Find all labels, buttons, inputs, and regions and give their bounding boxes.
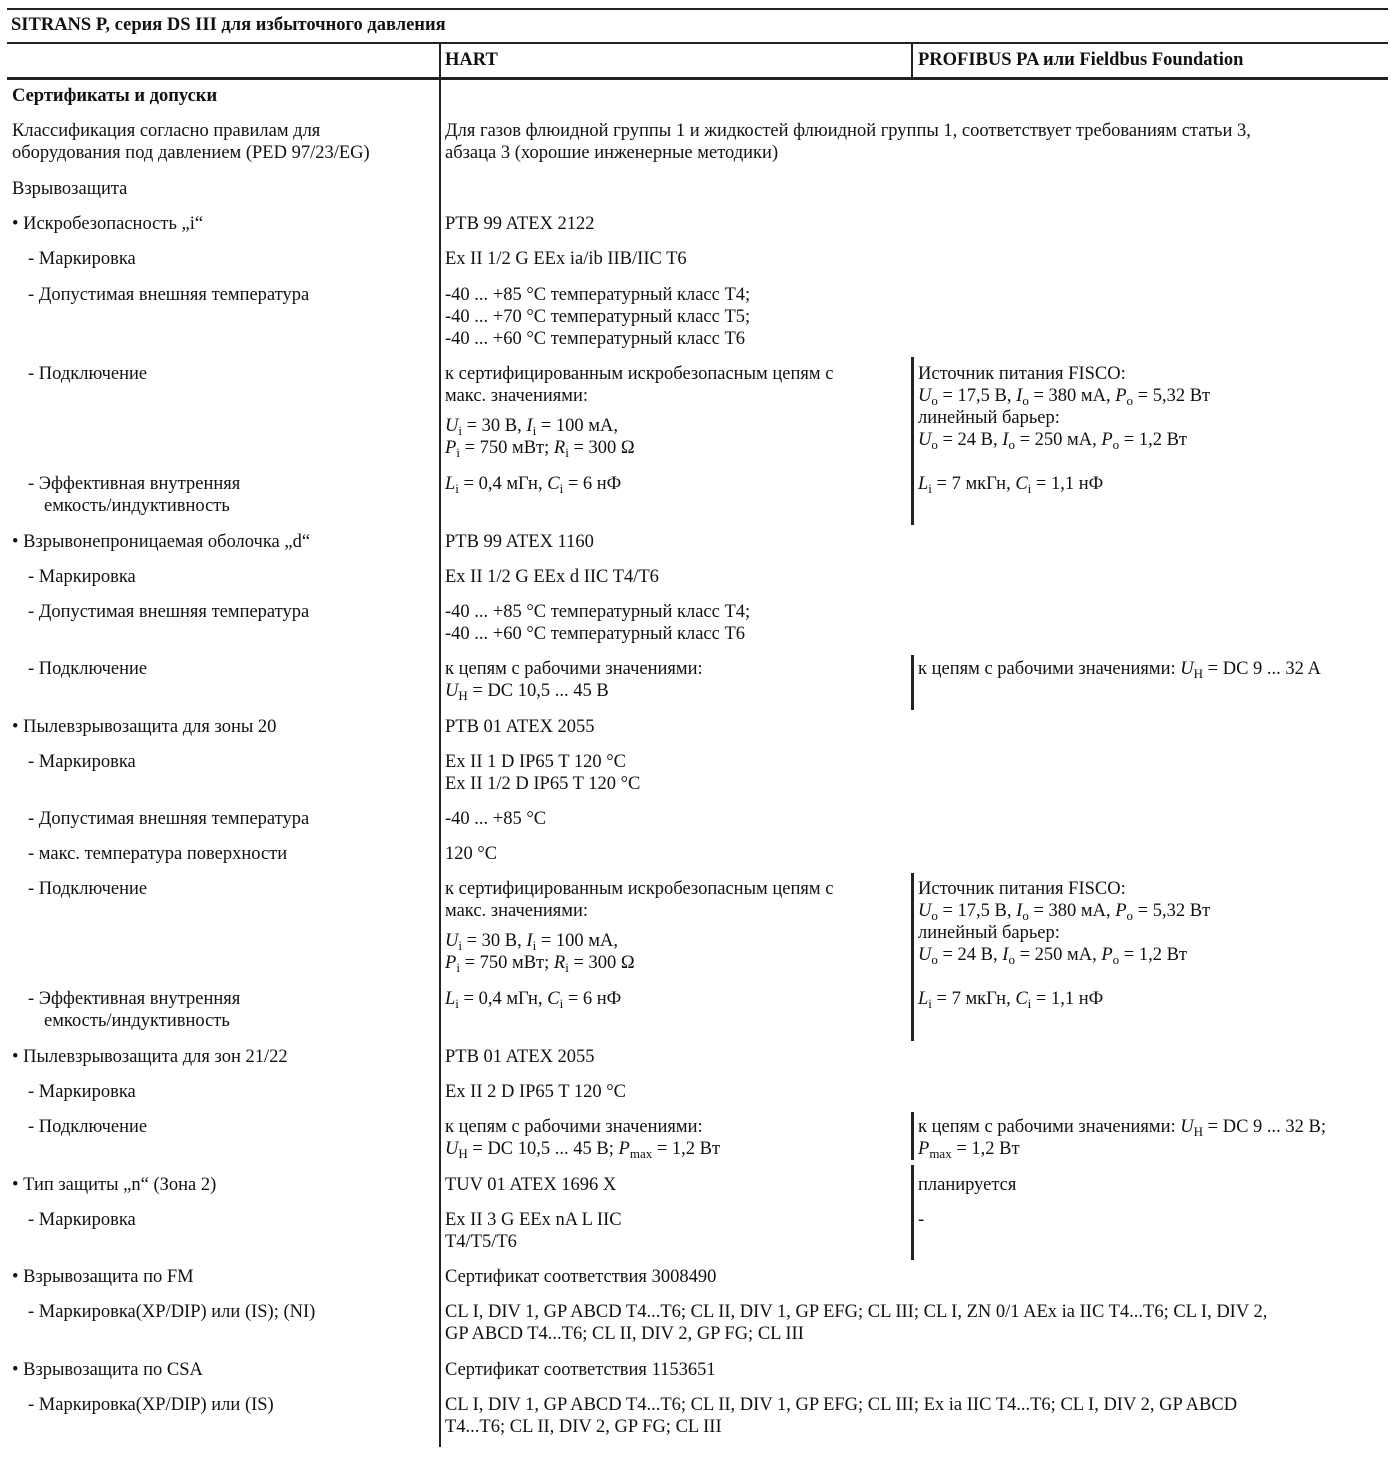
hart-value: макс. значениями:	[445, 386, 589, 406]
hart-value: -40 ... +85 °C	[445, 809, 547, 829]
column-divider-right	[911, 655, 914, 710]
profibus-value: к цепям с рабочими значениями: $U_H$ = DC 9 ... 32 В;	[918, 1117, 1327, 1139]
column-divider-right	[911, 357, 914, 525]
hart-value: Ex II 1/2 G EEx ia/ib IIB/IIC T6	[445, 249, 687, 269]
hart-value: Ex II 3 G EEx nA L IIC	[445, 1210, 622, 1230]
hart-value: PTB 99 ATEX 1160	[445, 532, 594, 552]
hart-value: $P_i = 750$ мВт; $R_i = 300$ Ω	[445, 438, 635, 460]
page-title: SITRANS P, серия DS III для избыточного давления	[11, 15, 446, 35]
profibus-value: линейный барьер:	[918, 923, 1060, 943]
row-label: - Маркировка	[28, 752, 136, 772]
hart-value: PTB 01 ATEX 2055	[445, 1047, 595, 1067]
profibus-value: $L_i = 7$ мкГн, $C_i = 1,1$ нФ	[918, 474, 1104, 496]
title-rule	[7, 42, 1388, 44]
hart-value: -40 ... +60 °C температурный класс T6	[445, 329, 746, 349]
row-label: • Пылевзрывозащита для зон 21/22	[12, 1047, 288, 1067]
hart-value: 120 °C	[445, 844, 498, 864]
profibus-value: $P_{max} = 1,2$ Вт	[918, 1139, 1020, 1161]
hart-value: TUV 01 ATEX 1696 X	[445, 1175, 617, 1195]
hart-value: PTB 99 ATEX 2122	[445, 214, 595, 234]
hart-value: $U_H$ = DC 10,5 ... 45 В; $P_{max} = 1,2$ Вт	[445, 1139, 721, 1161]
row-label: • Пылевзрывозащита для зоны 20	[12, 717, 277, 737]
row-label: Сертификаты и допуски	[12, 86, 218, 106]
profibus-value: Источник питания FISCO:	[918, 364, 1126, 384]
row-label: Классификация согласно правилам для	[12, 121, 321, 141]
profibus-value: -	[918, 1210, 925, 1230]
profibus-value: $U_o = 24$ В, $I_o = 250$ мА, $P_o = 1,2$ Вт	[918, 430, 1188, 452]
column-divider-right	[911, 1112, 914, 1160]
row-label: - Маркировка	[28, 1082, 136, 1102]
hart-value: к сертифицированным искробезопасным цепям с	[445, 879, 834, 899]
row-label: • Искробезопасность „i“	[12, 214, 204, 234]
row-label: емкость/индуктивность	[44, 1011, 230, 1031]
hart-value: Ex II 1/2 G EEx d IIC T4/T6	[445, 567, 659, 587]
column-divider-right	[911, 873, 914, 1041]
hart-value: T4...T6; CL II, DIV 2, GP FG; CL III	[445, 1417, 722, 1437]
hart-value: $U_i = 30$ В, $I_i = 100$ мА,	[445, 416, 618, 438]
row-label: - Маркировка(XP/DIP) или (IS); (NI)	[28, 1302, 316, 1322]
hart-value: к сертифицированным искробезопасным цепям с	[445, 364, 834, 384]
row-label: - Маркировка	[28, 567, 136, 587]
row-label: • Взрывонепроницаемая оболочка „d“	[12, 532, 311, 552]
row-label: емкость/индуктивность	[44, 496, 230, 516]
row-label: - Допустимая внешняя температура	[28, 809, 310, 829]
row-label: Взрывозащита	[12, 179, 128, 199]
row-label: - Допустимая внешняя температура	[28, 285, 310, 305]
row-label: - Маркировка	[28, 1210, 136, 1230]
hart-value: -40 ... +85 °C температурный класс T4;	[445, 602, 751, 622]
hart-value: Ex II 1/2 D IP65 T 120 °C	[445, 774, 641, 794]
profibus-value: линейный барьер:	[918, 408, 1060, 428]
row-label: оборудования под давлением (PED 97/23/EG)	[12, 143, 370, 163]
hart-value: к цепям с рабочими значениями:	[445, 659, 703, 679]
hart-value: Ex II 2 D IP65 T 120 °C	[445, 1082, 626, 1102]
hart-value: CL I, DIV 1, GP ABCD T4...T6; CL II, DIV 1, GP EFG; CL III; Ex ia IIC T4...T6; CL I, DIV 2, GP ABCD	[445, 1395, 1238, 1415]
row-label: - Эффективная внутренняя	[28, 474, 241, 494]
hart-value: $U_i = 30$ В, $I_i = 100$ мА,	[445, 931, 618, 953]
row-label: - Подключение	[28, 1117, 148, 1137]
profibus-value: $U_o = 24$ В, $I_o = 250$ мА, $P_o = 1,2$ Вт	[918, 945, 1188, 967]
column-header-profibus: PROFIBUS PA или Fieldbus Foundation	[918, 50, 1244, 70]
hart-value: $L_i = 0,4$ мГн, $C_i = 6$ нФ	[445, 474, 622, 496]
hart-value: CL I, DIV 1, GP ABCD T4...T6; CL II, DIV 1, GP EFG; CL III; CL I, ZN 0/1 AEx ia IIC T4...T6; CL I, DIV 2,	[445, 1302, 1268, 1322]
row-label: - Подключение	[28, 364, 148, 384]
hart-value: -40 ... +60 °C температурный класс T6	[445, 624, 746, 644]
profibus-value: Источник питания FISCO:	[918, 879, 1126, 899]
profibus-value: $U_o = 17,5$ В, $I_o = 380$ мА, $P_o = 5,32$ Вт	[918, 386, 1211, 408]
row-label: • Взрывозащита по FM	[12, 1267, 194, 1287]
row-label: - Эффективная внутренняя	[28, 989, 241, 1009]
hart-value: GP ABCD T4...T6; CL II, DIV 2, GP FG; CL III	[445, 1324, 804, 1344]
column-divider-left	[439, 42, 441, 1447]
column-divider-right	[911, 1165, 914, 1260]
hart-value: $U_H$ = DC 10,5 ... 45 В	[445, 681, 609, 703]
hart-value: макс. значениями:	[445, 901, 589, 921]
column-header-hart: HART	[445, 50, 498, 70]
row-label: - Допустимая внешняя температура	[28, 602, 310, 622]
hart-value: T4/T5/T6	[445, 1232, 517, 1252]
header-rule	[7, 77, 1388, 80]
row-label: - Маркировка	[28, 249, 136, 269]
profibus-value: $L_i = 7$ мкГн, $C_i = 1,1$ нФ	[918, 989, 1104, 1011]
row-label: • Тип защиты „n“ (Зона 2)	[12, 1175, 217, 1195]
profibus-value: к цепям с рабочими значениями: $U_H$ = DC 9 ... 32 A	[918, 659, 1321, 681]
hart-value: $P_i = 750$ мВт; $R_i = 300$ Ω	[445, 953, 635, 975]
hart-value: -40 ... +85 °C температурный класс T4;	[445, 285, 751, 305]
hart-value: Для газов флюидной группы 1 и жидкостей флюидной группы 1, соответствует требованиям статьи 3,	[445, 121, 1251, 141]
row-label: - Подключение	[28, 879, 148, 899]
hart-value: Сертификат соответствия 1153651	[445, 1360, 716, 1380]
profibus-value: $U_o = 17,5$ В, $I_o = 380$ мА, $P_o = 5,32$ Вт	[918, 901, 1211, 923]
row-label: - макс. температура поверхности	[28, 844, 288, 864]
row-label: • Взрывозащита по CSA	[12, 1360, 203, 1380]
hart-value: PTB 01 ATEX 2055	[445, 717, 595, 737]
hart-value: к цепям с рабочими значениями:	[445, 1117, 703, 1137]
hart-value: абзаца 3 (хорошие инженерные методики)	[445, 143, 779, 163]
hart-value: -40 ... +70 °C температурный класс T5;	[445, 307, 751, 327]
hart-value: $L_i = 0,4$ мГн, $C_i = 6$ нФ	[445, 989, 622, 1011]
hart-value: Ex II 1 D IP65 T 120 °C	[445, 752, 626, 772]
row-label: - Маркировка(XP/DIP) или (IS)	[28, 1395, 274, 1415]
top-rule	[7, 8, 1388, 10]
profibus-value: планируется	[918, 1175, 1017, 1195]
column-divider-header	[911, 42, 913, 80]
hart-value: Сертификат соответствия 3008490	[445, 1267, 717, 1287]
row-label: - Подключение	[28, 659, 148, 679]
